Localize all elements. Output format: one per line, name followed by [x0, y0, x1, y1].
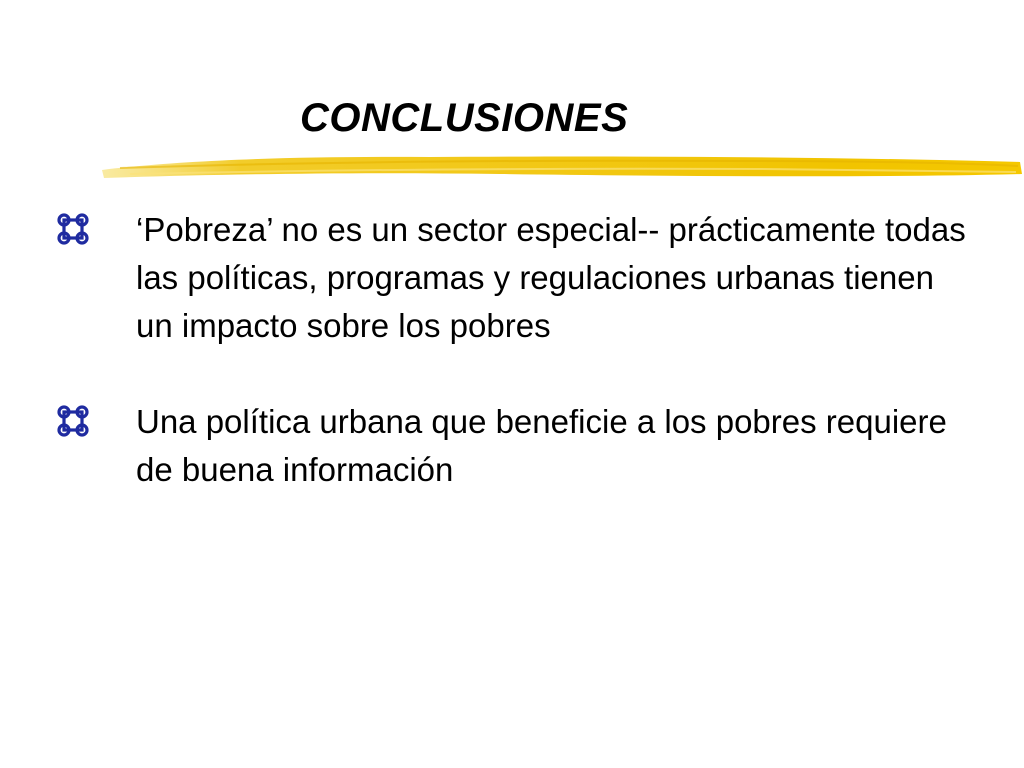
bullet-text: Una política urbana que beneficie a los pobres requiere de buena información [136, 403, 947, 488]
bullet-item [56, 398, 976, 494]
title-underline-brushstroke [100, 148, 1024, 188]
slide-title: CONCLUSIONES [300, 96, 629, 140]
command-key-icon [56, 404, 90, 438]
command-key-icon [56, 212, 90, 246]
bullet-text: ‘Pobreza’ no es un sector especial-- prácticamente todas las políticas, programas y regulaciones urbanas tienen un impacto sobre los pobres [136, 211, 966, 344]
bullet-item [56, 206, 976, 350]
bullet-list [56, 206, 976, 494]
